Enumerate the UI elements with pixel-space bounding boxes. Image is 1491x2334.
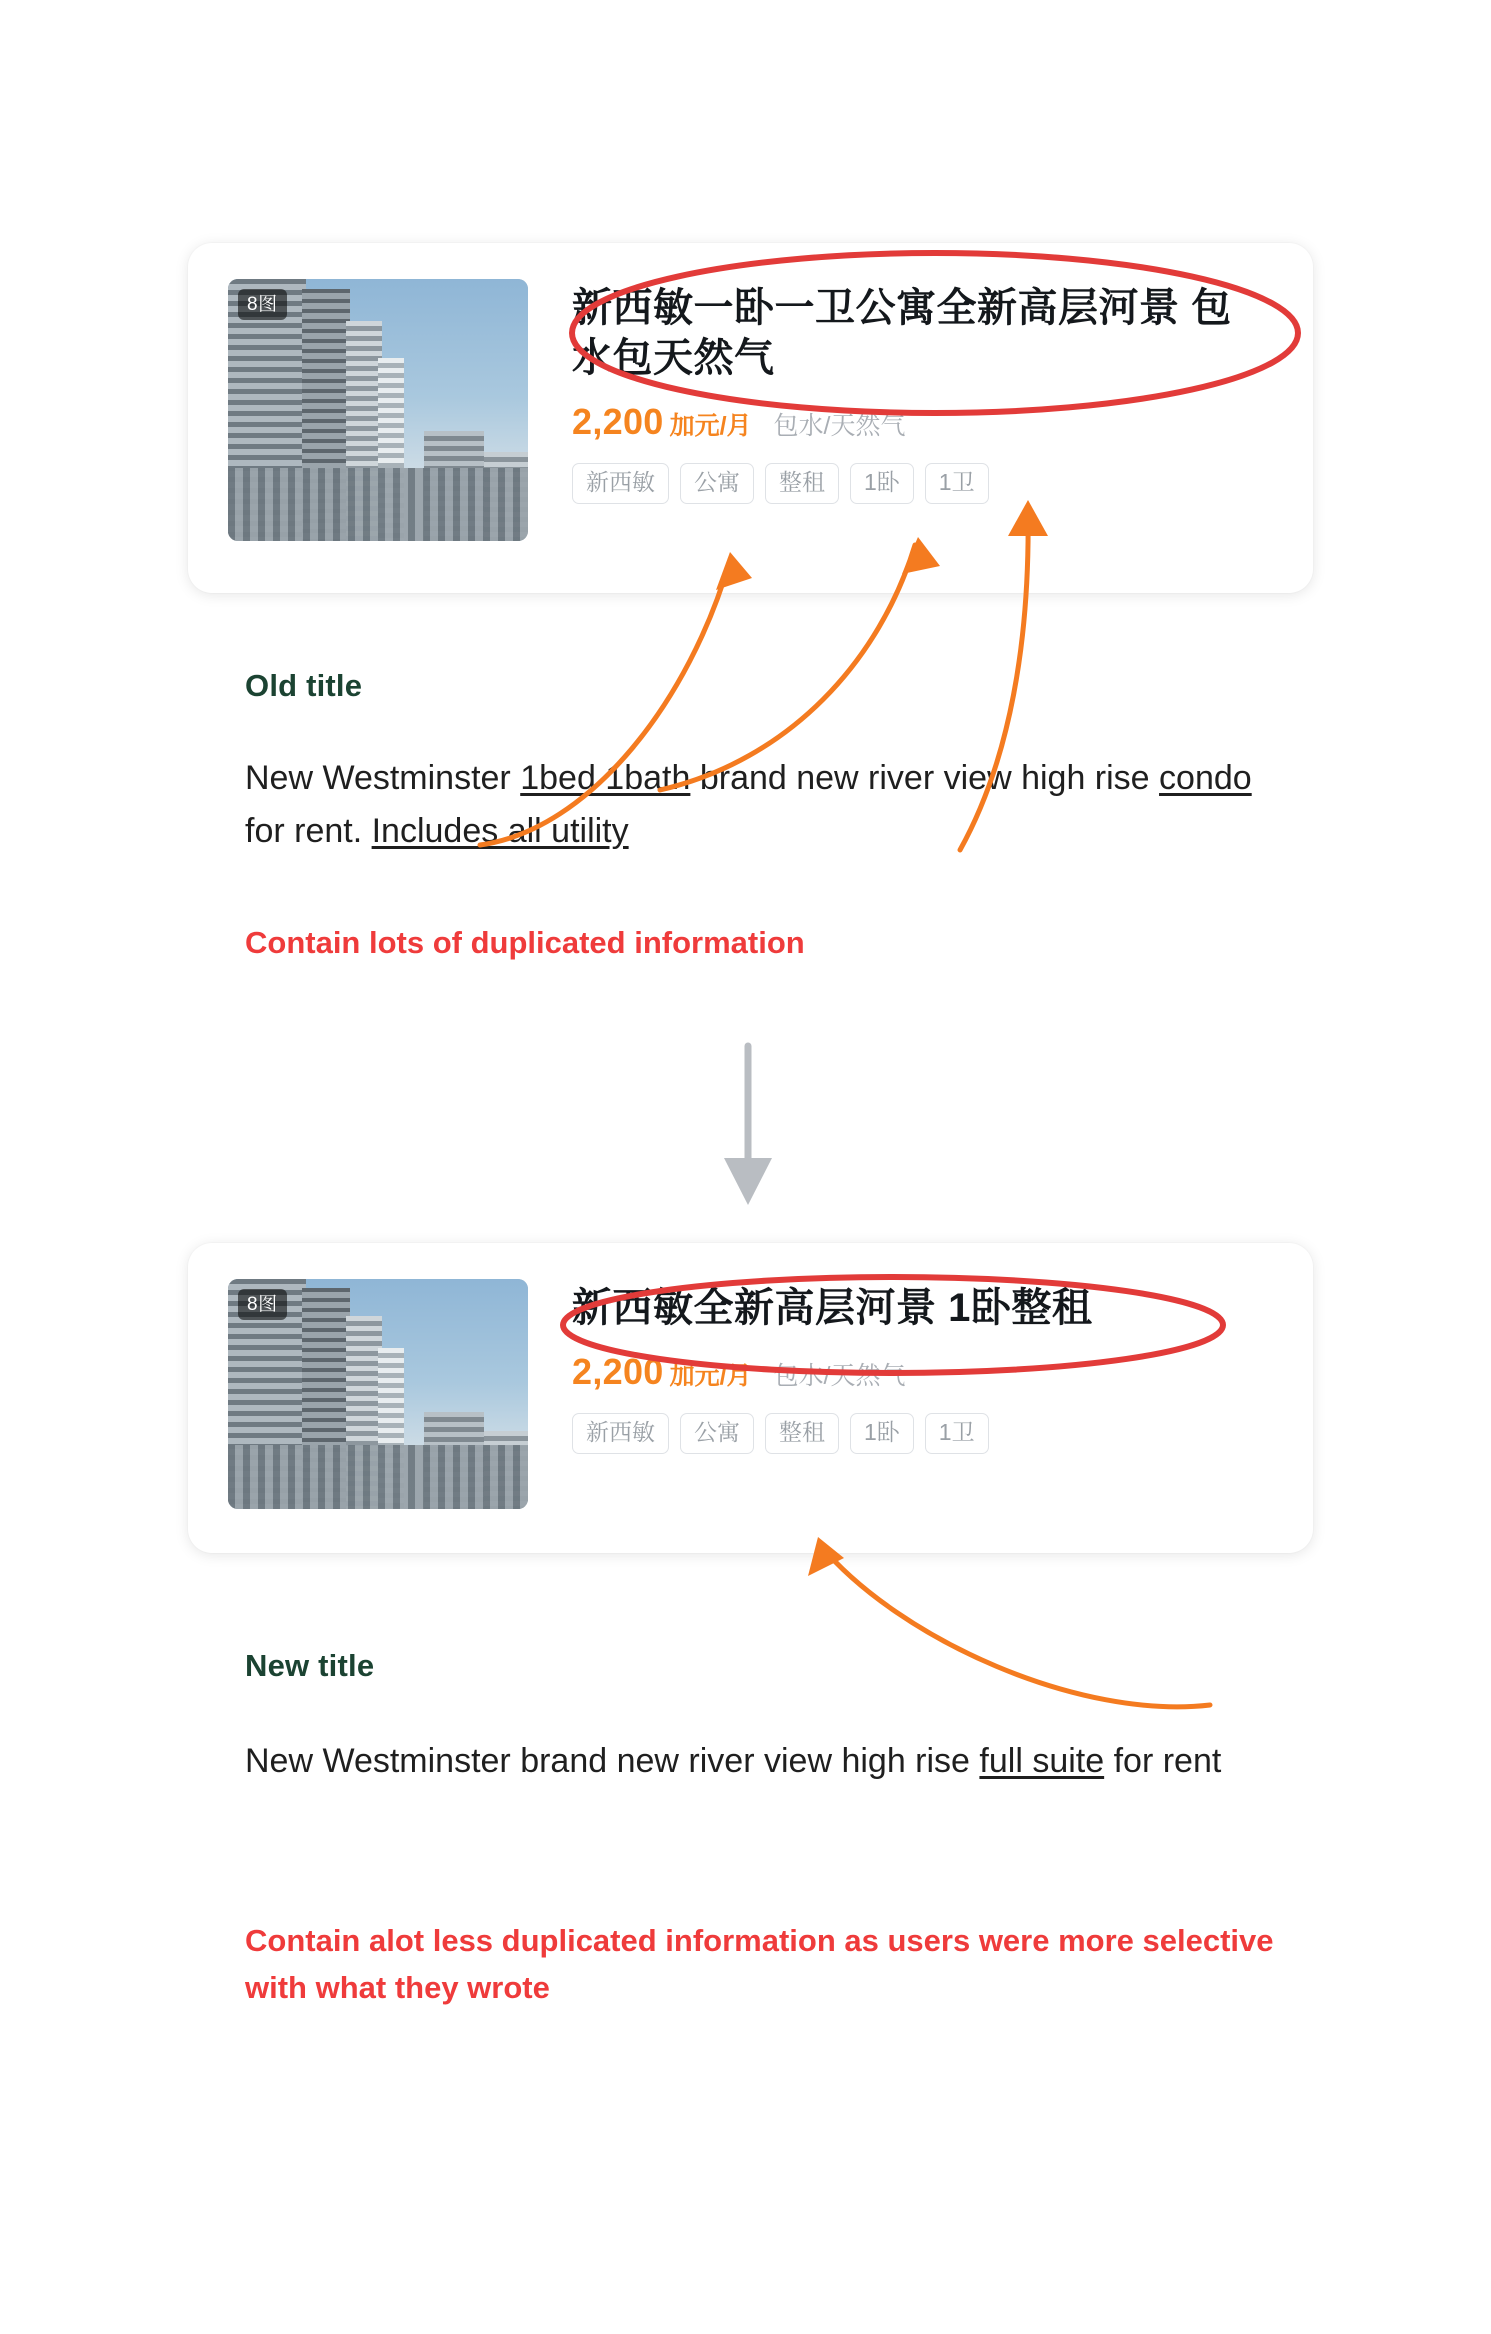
old-desc-part-3: for rent. (245, 811, 372, 850)
tag-item[interactable]: 公寓 (680, 1413, 754, 1454)
price-note-old: 包水/天然气 (773, 412, 906, 440)
price-row-new (572, 1351, 1273, 1393)
old-desc-part-2: brand new river view high rise (690, 759, 1160, 797)
old-desc-underline-2: condo (1159, 759, 1252, 797)
old-title-heading: Old title (245, 668, 363, 703)
listing-thumbnail-new[interactable] (228, 1279, 528, 1509)
new-note-text: Contain alot less duplicated information as users were more selective with what they wrote (245, 1923, 1274, 2005)
listing-body-new (572, 1279, 1273, 1454)
tag-item[interactable]: 公寓 (680, 463, 754, 504)
old-description-text (245, 752, 1255, 857)
listing-title-new: 新西敏全新高层河景 1卧整租 (572, 1286, 1093, 1330)
listing-thumbnail-old[interactable] (228, 279, 528, 541)
new-desc-part-1: New Westminster brand new river view high rise (245, 1742, 980, 1780)
tag-item[interactable]: 1卫 (925, 1413, 989, 1454)
photo-building (228, 1445, 528, 1509)
price-unit-old: 加元/月 (669, 412, 752, 440)
photo-count-badge: 8图 (238, 1289, 287, 1320)
flow-arrow (724, 1046, 772, 1205)
old-desc-underline-1: 1bed 1bath (520, 759, 691, 797)
annotation-arrow-new-suite (820, 1545, 1210, 1707)
listing-card-old[interactable] (188, 243, 1313, 593)
old-note-text: Contain lots of duplicated information (245, 925, 805, 960)
new-desc-part-2: for rent (1104, 1742, 1222, 1780)
tag-item[interactable]: 新西敏 (572, 463, 669, 504)
new-desc-underline-1: full suite (979, 1742, 1105, 1780)
price-unit-new: 加元/月 (669, 1362, 752, 1390)
tag-item[interactable]: 整租 (765, 1413, 839, 1454)
photo-count-badge: 8图 (238, 289, 287, 320)
price-value-old: 2,200 (572, 401, 664, 442)
old-desc-part-1: New Westminster (245, 759, 521, 797)
new-title-heading: New title (245, 1648, 375, 1683)
price-row-old (572, 401, 1273, 443)
tag-list-old (572, 463, 1273, 504)
new-description-text (245, 1735, 1255, 1788)
photo-building (228, 468, 528, 541)
tag-list-new (572, 1413, 1273, 1454)
tag-item[interactable]: 整租 (765, 463, 839, 504)
old-desc-underline-3: Includes all utility (371, 811, 629, 850)
listing-card-new[interactable] (188, 1243, 1313, 1553)
tag-item[interactable]: 1卧 (850, 1413, 914, 1454)
price-value-new: 2,200 (572, 1351, 664, 1392)
tag-item[interactable]: 1卧 (850, 463, 914, 504)
tag-item[interactable]: 新西敏 (572, 1413, 669, 1454)
tag-item[interactable]: 1卫 (925, 463, 989, 504)
listing-body-old (572, 279, 1273, 504)
price-note-new: 包水/天然气 (773, 1362, 906, 1390)
listing-title-old: 新西敏一卧一卫公寓全新高层河景 包水包天然气 (572, 286, 1232, 380)
